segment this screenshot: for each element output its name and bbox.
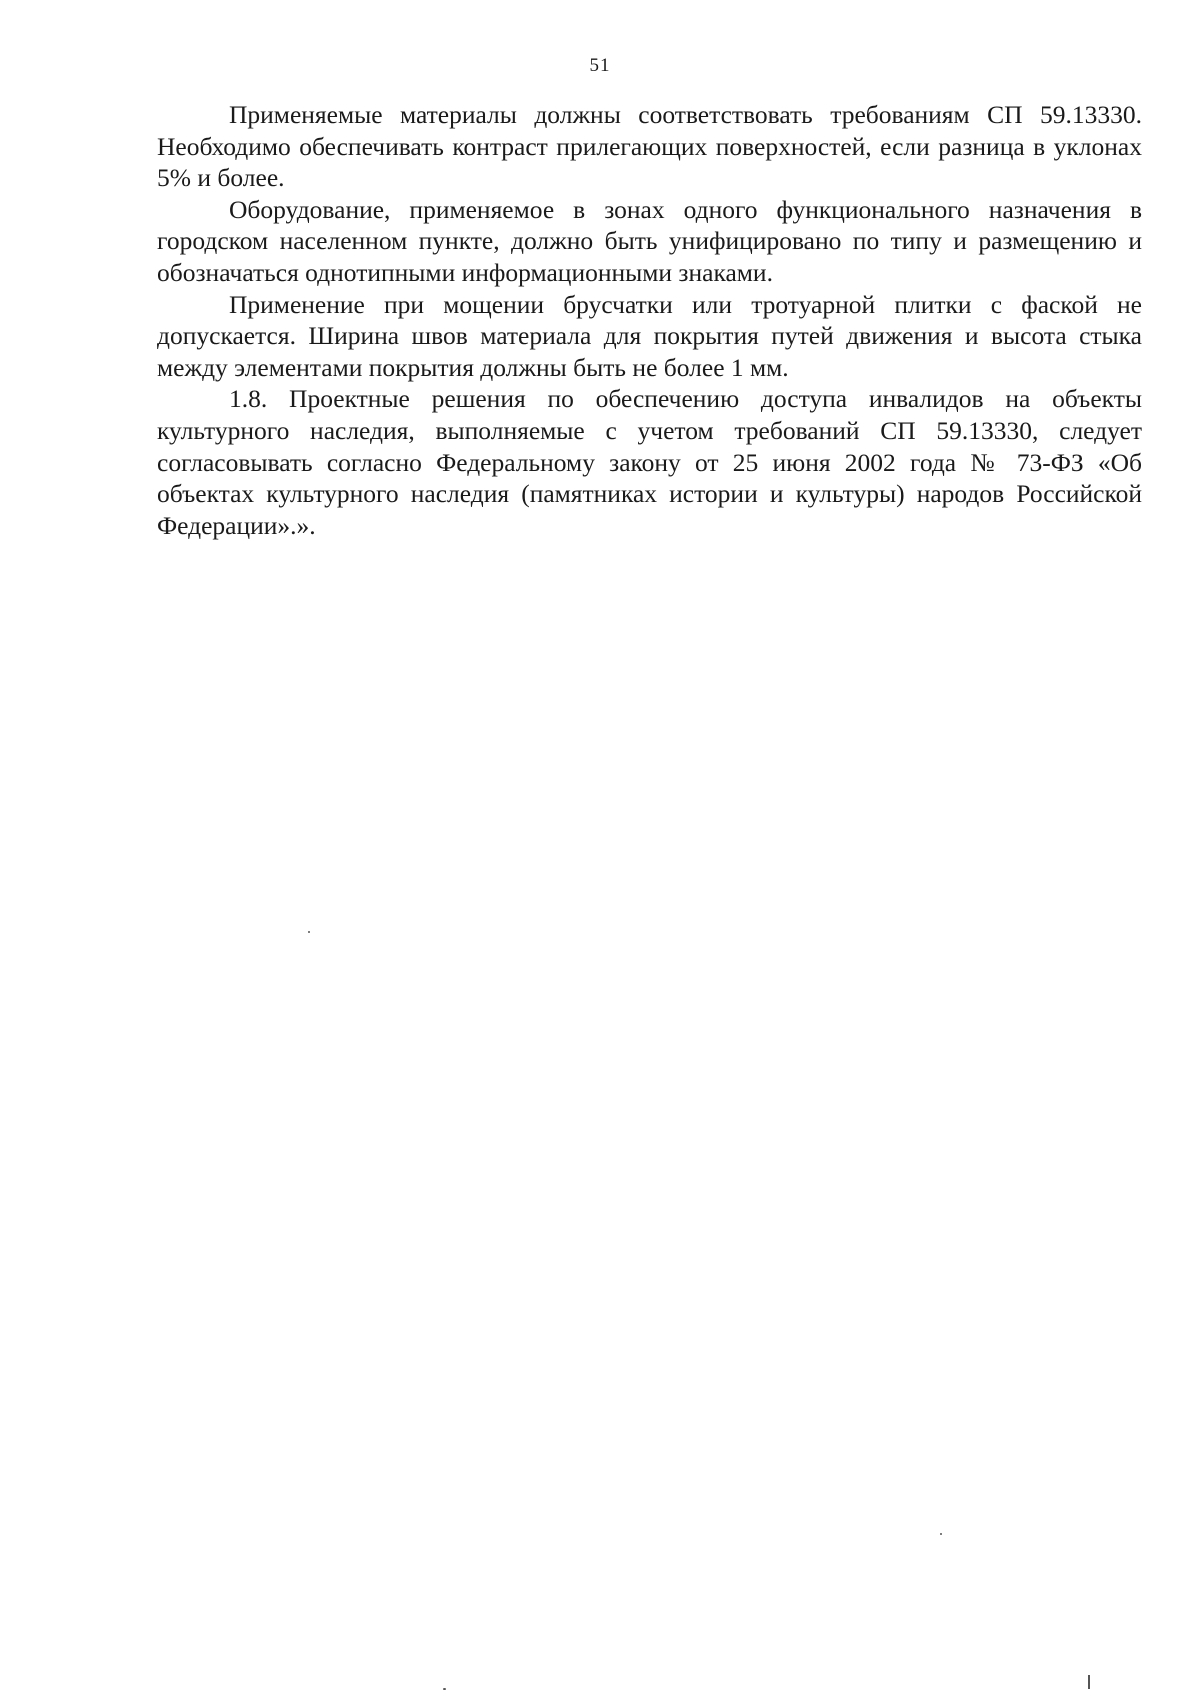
paragraph-paving: Применение при мощении брусчатки или тротуарной плитки с фаской не допускается. Ширина швов материала для покрытия путей движения и высота стыка между элементами покрытия должны быть не более 1 мм. — [157, 289, 1142, 382]
document-body — [157, 99, 1142, 541]
paragraph-materials: Применяемые материалы должны соответствовать требованиям СП 59.13330. Необходимо обеспечивать контраст прилегающих поверхностей, если разница в уклонах 5% и более. — [157, 100, 1142, 193]
paragraph-equipment: Оборудование, применяемое в зонах одного функционального назначения в городском населенном пункте, должно быть унифицировано по типу и размещению и обозначаться однотипными информационными знаками. — [157, 194, 1142, 287]
page-number: 51 — [589, 55, 611, 76]
scan-speck — [940, 1533, 942, 1535]
paragraph-heritage: 1.8. Проектные решения по обеспечению доступа инвалидов на объекты культурного наследия, выполняемые с учетом требований СП 59.13330, следует согласовывать согласно Федеральному закону от 25 июня 2002 года № 73-ФЗ «Об объектах культурного наследия (памятниках истории и культуры) народов Российской Федерации».». — [157, 384, 1142, 540]
scan-speck — [443, 1688, 446, 1690]
scan-mark — [1088, 1675, 1090, 1689]
scan-speck — [308, 931, 310, 933]
